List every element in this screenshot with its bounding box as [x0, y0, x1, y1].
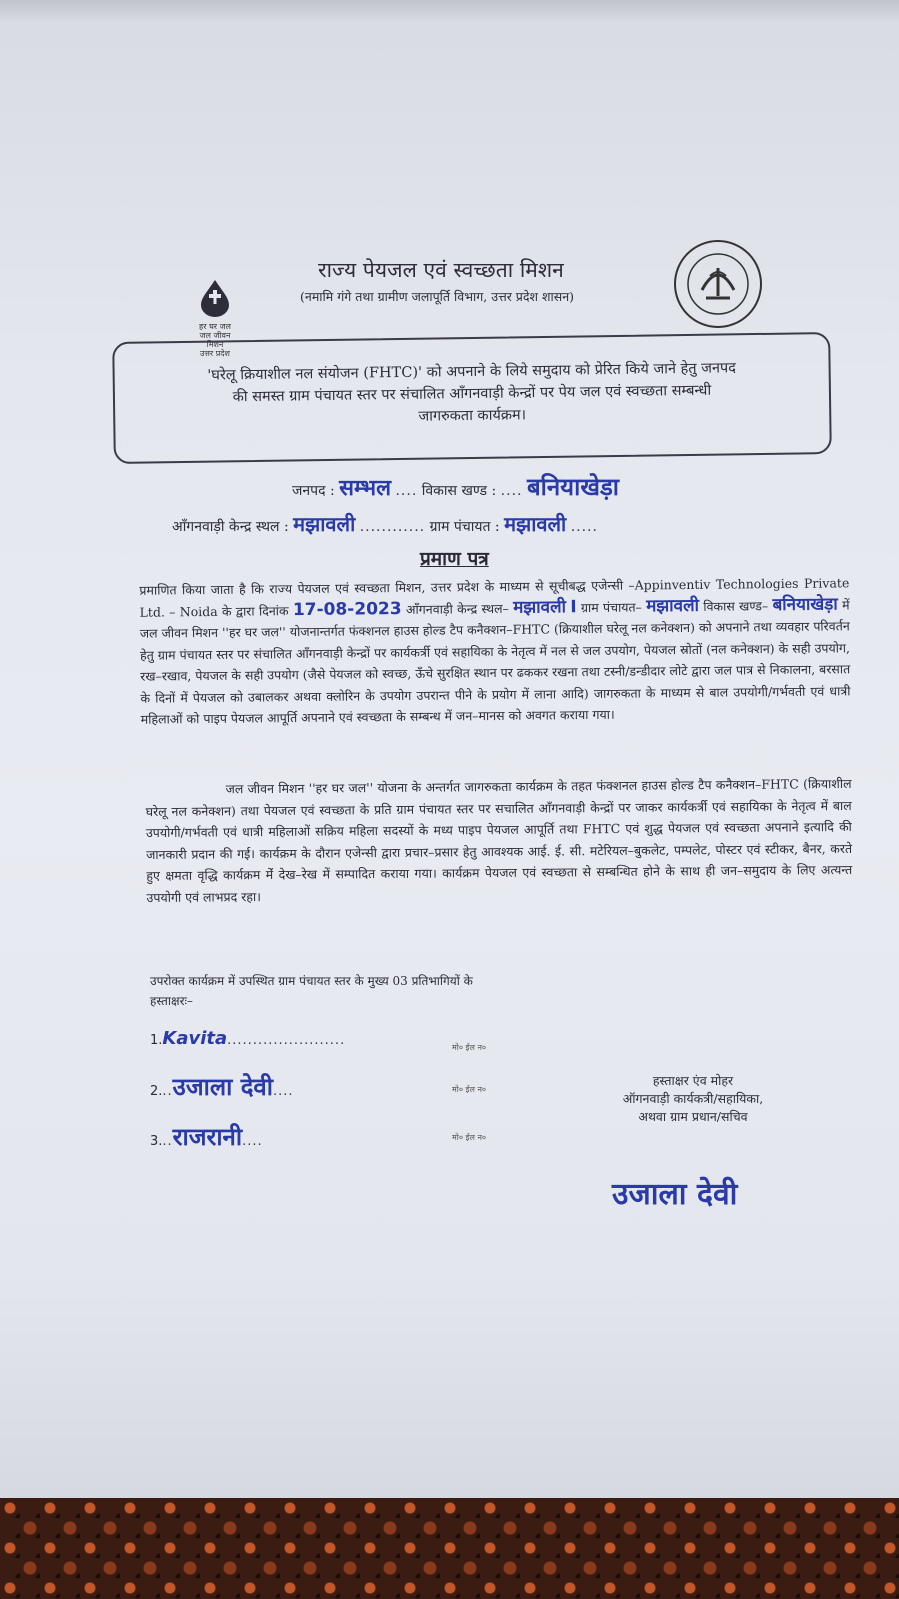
mission-title: राज्य पेयजल एवं स्वच्छता मिशन: [318, 258, 564, 282]
participant-3-mobile: मो० ईल न०: [452, 1133, 487, 1142]
p1-place: मझावली: [513, 596, 567, 618]
participant-signature-1: 1.Kavita.......................: [150, 1028, 346, 1049]
signatures-label: हस्ताक्षरः–: [150, 994, 193, 1008]
program-title-box: [112, 332, 832, 464]
logo-caption-2: जल जीवन मिशन: [199, 331, 231, 349]
authority-line-2: ऑगनवाड़ी कार्यकत्री/सहायिका,: [622, 1091, 764, 1106]
logo-caption-1: हर घर जल: [199, 322, 231, 331]
authority-block: [588, 1072, 798, 1126]
participant-1-name: Kavita: [162, 1028, 228, 1049]
p1-block: बनियाखेड़ा: [772, 593, 838, 615]
mission-subtitle: (नमामि गंगे तथा ग्रामीण जलापूर्ति विभाग, उत्तर प्रदेश शासन): [300, 289, 575, 304]
certificate-paragraph-2: जल जीवन मिशन ''हर घर जल'' योजना के अन्तर्गत जागरुकता कार्यक्रम के तहत फंक्शनल हाउस होल्ड टैप कनैक्शन–FHTC (क्रियाशील घरेलू नल कनेक्शन) तथा पेयजल एवं स्वच्छता के प्रति ग्राम पंचायत स्तर पर सचालित आँगनवाड़ी केन्द्रों पर जाकर कार्यकर्त्री एवं सहायिका के नेतृत्व में बाल उपयोगी/गर्भवती एवं धात्री महिलाओं सक्रिय महिला सदस्यों के मध्य पाइप पेयजल आपूर्ति तथा FHTC एवं शुद्ध पेयजल एवं स्वच्छता अपनाने इत्यादि की जानकारी प्रदान की गई। कार्यक्रम के दौरान एजेन्सी द्वारा प्रचार–प्रसार हेतु आवश्यक आई. ई. सी. मटेरियल–बुकलेट, पम्पलेट, पोस्टर एवं स्टीकर, बैनर, करते हुए क्षमता वृद्धि कार्यक्रम मेंं देख–रेख में सम्पादित कराया गया। कार्यक्रम पेयजल एवं स्वच्छता से सम्बन्धित होने के साथ ही जन–समुदाय के लिए अत्यन्त उपयोगी एवं लाभप्रद रहा।: [145, 775, 853, 905]
background-fabric: [0, 1498, 899, 1599]
p1-number: I: [570, 596, 577, 617]
logo-caption-3: उत्तर प्रदेश: [200, 349, 230, 358]
participant-2-mobile: मो० ईल न०: [452, 1085, 487, 1094]
p1-text-d: विकास खण्ड–: [703, 597, 769, 614]
participants-intro: उपरोक्त कार्यक्रम में उपस्थित ग्राम पंचायत स्तर के मुख्य 03 प्रतिभागियों के: [150, 974, 473, 988]
p1-text-a: प्रमाणित किया जाता है कि राज्य पेयजल एवं स्वच्छता मिशन, उत्तर प्रदेश के माध्यम से सूचीबद्ध एजेन्सी –Appinventiv Technologies Private Ltd. – Noida के द्वारा दिनांक: [139, 575, 850, 620]
program-title-line-3: जागरुकता कार्यक्रम।: [418, 407, 527, 425]
program-title-line-2: की समस्त ग्राम पंचायत स्तर पर संचालित आँगनवाड़ी केन्द्रों पर पेय जल एवं स्वच्छता सम्बन्धी: [232, 382, 712, 406]
district-value: सम्भल: [339, 476, 392, 501]
participant-3-name: राजरानी: [172, 1123, 243, 1151]
participant-signature-2: 2...उजाला देवी....: [150, 1073, 294, 1101]
panchayat-value: मझावली: [504, 512, 567, 536]
authority-line-3: अथवा ग्राम प्रधान/सचिव: [638, 1109, 748, 1124]
district-block-row: जनपद : सम्भल .... विकास खण्ड : .... बनियाखेड़ा: [292, 473, 620, 501]
certificate-paragraph-1: [139, 572, 851, 730]
water-drop-icon: [197, 278, 233, 318]
program-title-line-1: 'घरेलू क्रियाशील नल संयोजन (FHTC)' को अपनाने के लिये समुदाय को प्रेरित किये जाने हेतु जनपद: [207, 360, 737, 384]
authority-signature: उजाला देवी: [612, 1177, 738, 1212]
block-label: विकास खण्ड :: [421, 483, 497, 499]
anganwadi-value: मझावली: [293, 512, 356, 536]
authority-line-1: हस्ताक्षर एंव मोहर: [652, 1073, 734, 1088]
p1-text-c: ग्राम पंचायत–: [580, 598, 642, 615]
participant-1-mobile: मो० ईल न०: [452, 1043, 487, 1052]
up-government-seal-icon: [672, 238, 764, 330]
district-label: जनपद :: [292, 483, 335, 499]
participant-signature-3: 3...राजरानी....: [150, 1123, 263, 1151]
paper-shadow: [0, 0, 899, 22]
block-value: बनियाखेड़ा: [526, 473, 620, 501]
anganwadi-panchayat-row: आँगनवाड़ी केन्द्र स्थल : मझावली ............ ग्राम पंचायत : मझावली .....: [172, 512, 598, 536]
panchayat-label: ग्राम पंचायत :: [429, 519, 500, 535]
p1-panchayat: मझावली: [646, 595, 700, 616]
p1-text-b: आँगनवाड़ी केन्द्र स्थल–: [405, 600, 509, 617]
certificate-heading: प्रमाण पत्र: [420, 548, 489, 570]
participant-2-name: उजाला देवी: [172, 1073, 273, 1101]
anganwadi-label: आँगनवाड़ी केन्द्र स्थल :: [172, 519, 289, 535]
p1-text-e: में जल जीवन मिशन ''हर घर जल'' योजनान्तर्गत फंक्शनल हाउस होल्ड टैप कनैक्शन–FHTC (क्रियाशील घरेलू नल कनेक्शन) को अपनाने तथा व्यवहार परिवर्तन हेतु ग्राम पंचायत स्तर पर संचालित आँगनवाड़ी केन्द्रों पर कार्यकर्त्री एवं सहायिका के नेतृत्व में नल से जल उपयोग, पेयजल स्रोतों (नल कनेक्शन) के सही उपयोग, रख–रखाव, पेयजल के सही उपयोग (जैसे पेयजल को स्वच्छ, ऊँचे सुरक्षित स्थान पर ढककर रखना तथा टस्नी/डन्डीदार लोटे द्वारा जल पात्र से निकालना, बरसात के दिनों में पेयजल को उबालकर अथवा क्लोरिन के उपयोग उपरान्त पीने के प्रयोग में लाना आदि) जागरुकता के माध्यम से बाल उपयोगी/गर्भवती एवं धात्री महिलाओं को पाइप पेयजल आपूर्ति अपनाने एवं स्वच्छता के सम्बन्ध में जन–मानस को अवगत कराया गया।: [139, 596, 851, 727]
program-date: 17-08-2023: [292, 598, 402, 620]
